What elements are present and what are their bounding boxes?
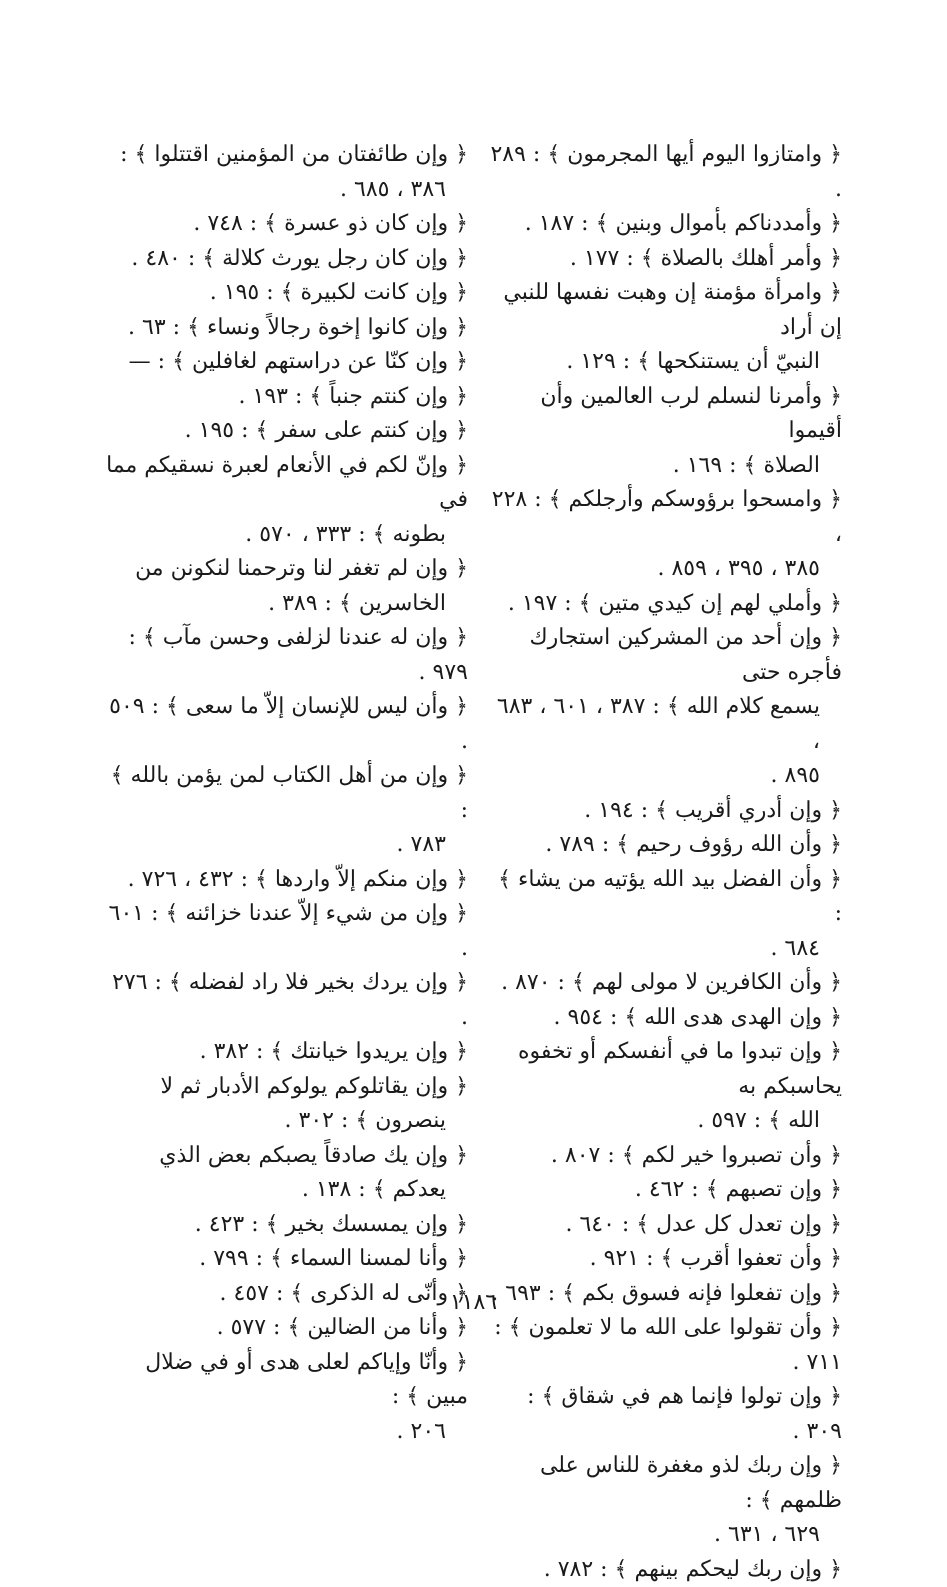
index-entry: ﴿ وإن الهدى هدى الله ﴾ : ٩٥٤ .	[486, 1001, 842, 1036]
index-entry: ﴿ وإن كنتم جنباً ﴾ : ١٩٣ .	[102, 380, 468, 415]
index-entry: ﴿ وإن يريدوا خيانتك ﴾ : ٣٨٢ .	[102, 1035, 468, 1070]
index-column-left	[102, 138, 468, 1449]
index-entry: ﴿ وأنّى له الذكرى ﴾ : ٤٥٧ .	[102, 1277, 468, 1312]
entry-continuation: ٢٠٦ .	[102, 1415, 468, 1450]
index-entry: ﴿ وأن الفضل بيد الله يؤتيه من يشاء ﴾ : ٦٨٤ .	[486, 863, 842, 967]
index-entry: ﴿ وإن كنّا عن دراستهم لغافلين ﴾ : —	[102, 345, 468, 380]
entry-continuation: بطونه ﴾ : ٣٣٣ ، ٥٧٠ .	[102, 518, 468, 553]
index-entry: ﴿ وأمرنا لنسلم لرب العالمين وأن أقيموا الصلاة ﴾ : ١٦٩ .	[486, 380, 842, 484]
index-entry: ﴿ وإن يقاتلوكم يولوكم الأدبار ثم لا ينصرون ﴾ : ٣٠٢ .	[102, 1070, 468, 1139]
index-entry: ﴿ وإن ربك لذو مغفرة للناس على ظلمهم ﴾ : ٦٢٩ ، ٦٣١ .	[486, 1449, 842, 1553]
index-entry: ﴿ وأن ليس للإنسان إلاّ ما سعى ﴾ : ٥٠٩ .	[102, 690, 468, 759]
index-entry: ﴿ وإن يردك بخير فلا راد لفضله ﴾ : ٢٧٦ .	[102, 966, 468, 1035]
index-entry: ﴿ وإن كان رجل يورث كلالة ﴾ : ٤٨٠ .	[102, 242, 468, 277]
entry-continuation: ٧٨٣ .	[102, 828, 468, 863]
entry-continuation: ينصرون ﴾ : ٣٠٢ .	[102, 1104, 468, 1139]
entry-continuation: ٨٩٥ .	[486, 759, 842, 794]
entry-continuation: ٣٨٥ ، ٣٩٥ ، ٨٥٩ .	[486, 552, 842, 587]
index-entry: ﴿ وإن له عندنا لزلفى وحسن مآب ﴾ : ٩٧٩ .	[102, 621, 468, 690]
page-number: ١١٨٦	[0, 1290, 947, 1315]
entry-continuation: الخاسرين ﴾ : ٣٨٩ .	[102, 587, 468, 622]
entry-continuation: الله ﴾ : ٥٩٧ .	[486, 1104, 842, 1139]
index-entry: ﴿ وأنا من الضالين ﴾ : ٥٧٧ .	[102, 1311, 468, 1346]
index-entry: ﴿ وإن لم تغفر لنا وترحمنا لنكونن من الخاسرين ﴾ : ٣٨٩ .	[102, 552, 468, 621]
index-entry: ﴿ وأن الكافرين لا مولى لهم ﴾ : ٨٧٠ .	[486, 966, 842, 1001]
index-entry: ﴿ وإن تولوا فإنما هم في شقاق ﴾ : ٣٠٩ .	[486, 1380, 842, 1449]
index-entry: ﴿ وإن كنتم على سفر ﴾ : ١٩٥ .	[102, 414, 468, 449]
index-entry: ﴿ وإن يمسسك بخير ﴾ : ٤٢٣ .	[102, 1208, 468, 1243]
index-entry: ﴿ وأملي لهم إن كيدي متين ﴾ : ١٩٧ .	[486, 587, 842, 622]
index-entry: ﴿ وإن يك صادقاً يصبكم بعض الذي يعدكم ﴾ : ١٣٨ .	[102, 1139, 468, 1208]
index-entry: ﴿ وأنا لمسنا السماء ﴾ : ٧٩٩ .	[102, 1242, 468, 1277]
index-entry: ﴿ وأنّا وإياكم لعلى هدى أو في ضلال مبين ﴾ : ٢٠٦ .	[102, 1346, 468, 1450]
index-entry: ﴿ وإن كان ذو عسرة ﴾ : ٧٤٨ .	[102, 207, 468, 242]
index-entry: ﴿ وإن أحد من المشركين استجارك فأجره حتى يسمع كلام الله ﴾ : ٣٨٧ ، ٦٠١ ، ٦٨٣ ، ٨٩٥ .	[486, 621, 842, 794]
index-entry: ﴿ وإن تصبهم ﴾ : ٤٦٢ .	[486, 1173, 842, 1208]
index-entry: ﴿ وامسحوا برؤوسكم وأرجلكم ﴾ : ٢٢٨ ، ٣٨٥ ، ٣٩٥ ، ٨٥٩ .	[486, 483, 842, 587]
index-entry: ﴿ وإن طائفتان من المؤمنين اقتتلوا ﴾ : ٣٨٦ ، ٦٨٥ .	[102, 138, 468, 207]
entry-continuation: ٦٢٩ ، ٦٣١ .	[486, 1518, 842, 1553]
index-entry: ﴿ وامتازوا اليوم أيها المجرمون ﴾ : ٢٨٩ .	[486, 138, 842, 207]
entry-continuation: ٦٨٤ .	[486, 932, 842, 967]
entry-continuation: الصلاة ﴾ : ١٦٩ .	[486, 449, 842, 484]
index-entry: ﴿ وأن الله رؤوف رحيم ﴾ : ٧٨٩ .	[486, 828, 842, 863]
index-entry: ﴿ وامرأة مؤمنة إن وهبت نفسها للنبي إن أراد النبيّ أن يستنكحها ﴾ : ١٢٩ .	[486, 276, 842, 380]
index-entry: ﴿ وإن كانت لكبيرة ﴾ : ١٩٥ .	[102, 276, 468, 311]
entry-continuation: يعدكم ﴾ : ١٣٨ .	[102, 1173, 468, 1208]
index-entry: ﴿ وأن تقولوا على الله ما لا تعلمون ﴾ : ٧١١ .	[486, 1311, 842, 1380]
index-entry: ﴿ وإن من أهل الكتاب لمن يؤمن بالله ﴾ : ٧٨٣ .	[102, 759, 468, 863]
index-entry: ﴿ وإن تفعلوا فإنه فسوق بكم ﴾ : ٦٩٣ .	[486, 1277, 842, 1312]
index-entry: ﴿ وأن تعفوا أقرب ﴾ : ٩٢١ .	[486, 1242, 842, 1277]
index-entry: ﴿ وأمددناكم بأموال وبنين ﴾ : ١٨٧ .	[486, 207, 842, 242]
index-entry: ﴿ وإنّ لكم في الأنعام لعبرة نسقيكم مما في بطونه ﴾ : ٣٣٣ ، ٥٧٠ .	[102, 449, 468, 553]
index-column-right	[486, 138, 842, 1587]
entry-continuation: النبيّ أن يستنكحها ﴾ : ١٢٩ .	[486, 345, 842, 380]
index-entry: ﴿ وإن من شيء إلاّ عندنا خزائنه ﴾ : ٦٠١ .	[102, 897, 468, 966]
entry-continuation: ٣٨٦ ، ٦٨٥ .	[102, 173, 468, 208]
index-entry: ﴿ وإن تعدل كل عدل ﴾ : ٦٤٠ .	[486, 1208, 842, 1243]
index-entry: ﴿ وإن منكم إلاّ واردها ﴾ : ٤٣٢ ، ٧٢٦ .	[102, 863, 468, 898]
index-entry: ﴿ وإن أدري أقريب ﴾ : ١٩٤ .	[486, 794, 842, 829]
index-entry: ﴿ وإن ربك ليحكم بينهم ﴾ : ٧٨٢ .	[486, 1553, 842, 1587]
index-entry: ﴿ وأن تصبروا خير لكم ﴾ : ٨٠٧ .	[486, 1139, 842, 1174]
entry-continuation: يسمع كلام الله ﴾ : ٣٨٧ ، ٦٠١ ، ٦٨٣ ،	[486, 690, 842, 759]
index-entry: ﴿ وإن تبدوا ما في أنفسكم أو تخفوه يحاسبكم به الله ﴾ : ٥٩٧ .	[486, 1035, 842, 1139]
index-entry: ﴿ وإن كانوا إخوة رجالاً ونساء ﴾ : ٦٣ .	[102, 311, 468, 346]
index-entry: ﴿ وأمر أهلك بالصلاة ﴾ : ١٧٧ .	[486, 242, 842, 277]
